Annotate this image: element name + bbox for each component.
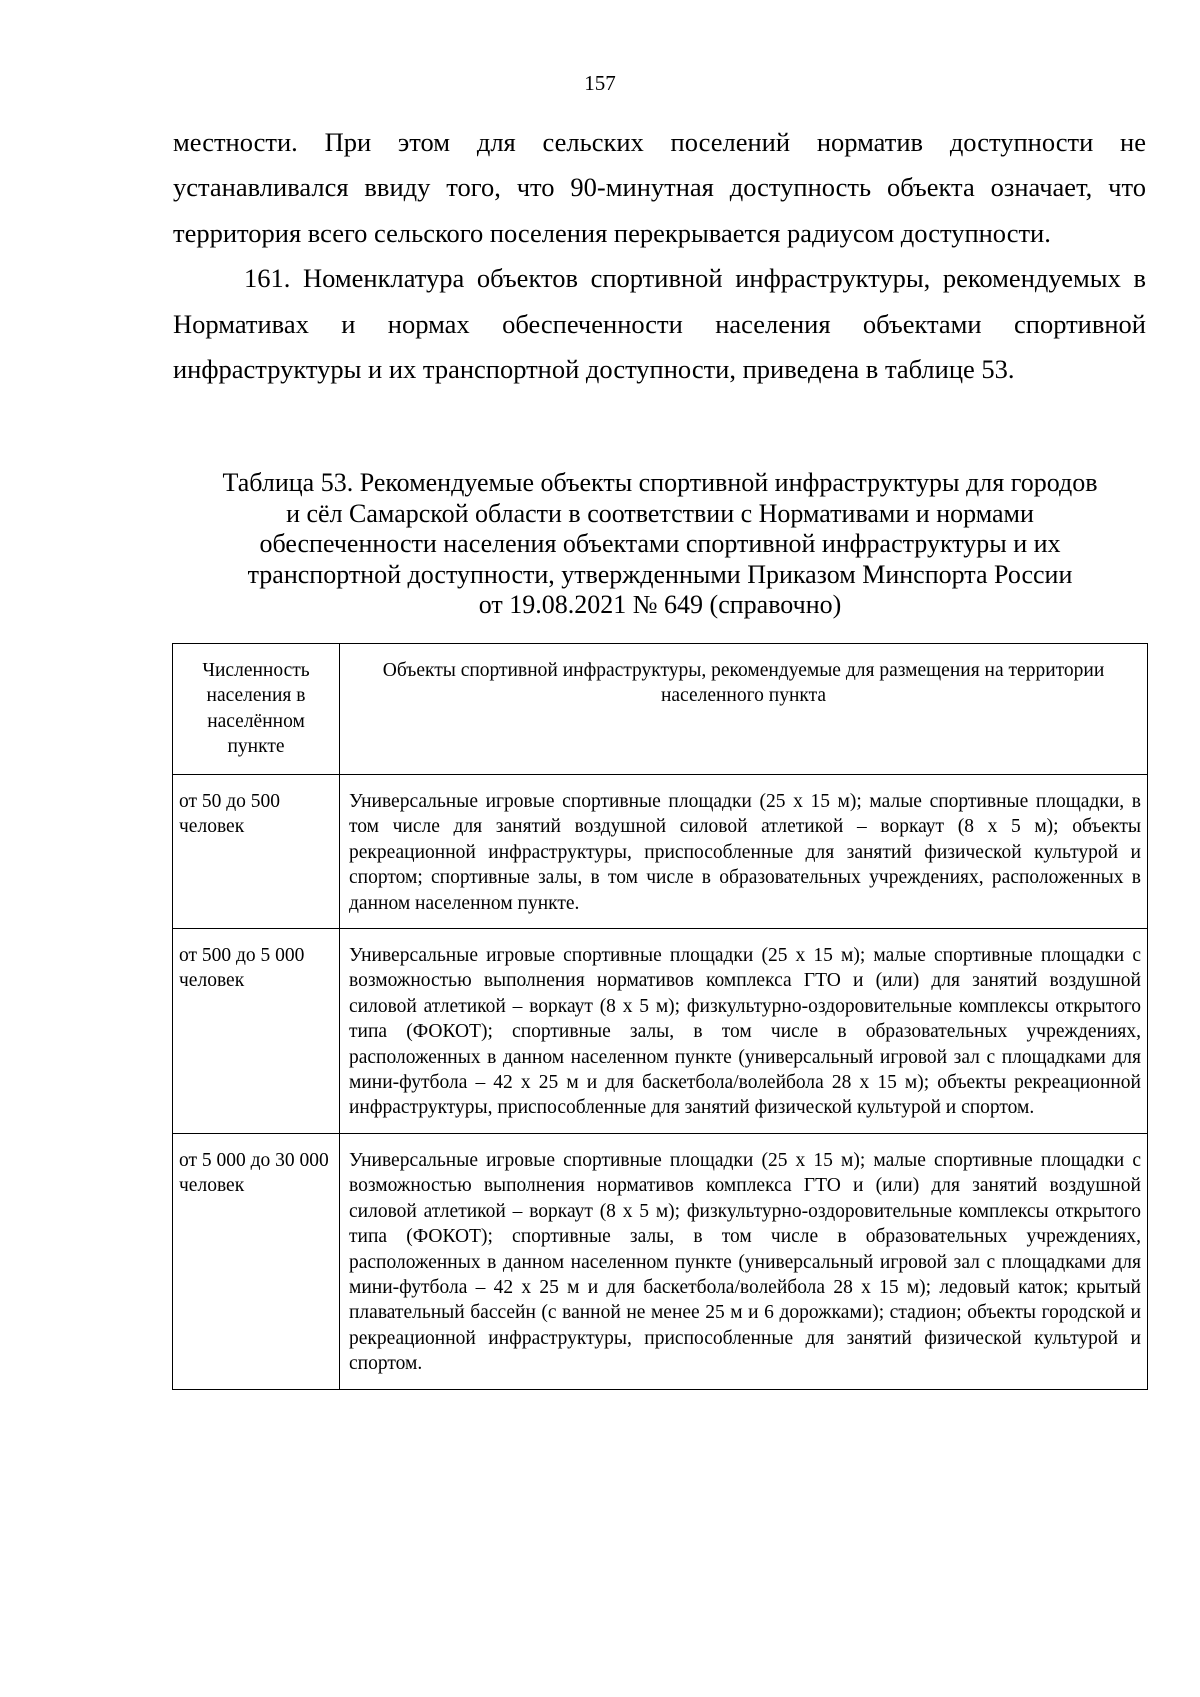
body-text — [173, 120, 1146, 392]
table-row — [173, 929, 1148, 1134]
cell-population: от 500 до 5 000 человек — [173, 929, 340, 1134]
table-row — [173, 775, 1148, 929]
paragraph-continuation: местности. При этом для сельских поселений норматив доступности не устанавливался ввиду того, что 90-минутная доступность объекта означает, что территория всего сельского поселения перекрывается радиусом доступности. — [173, 127, 1146, 248]
sports-infrastructure-table — [172, 643, 1148, 1390]
cell-population: от 5 000 до 30 000 человек — [173, 1133, 340, 1389]
caption-line: обеспеченности населения объектами спортивной инфраструктуры и их — [259, 529, 1061, 559]
table-header-row — [173, 644, 1148, 775]
header-objects: Объекты спортивной инфраструктуры, рекомендуемые для размещения на территории населенного пункта — [340, 644, 1148, 775]
caption-line: от 19.08.2021 № 649 (справочно) — [478, 590, 842, 620]
cell-population: от 50 до 500 человек — [173, 775, 340, 929]
cell-objects: Универсальные игровые спортивные площадки (25 х 15 м); малые спортивные площадки с возможностью выполнения нормативов комплекса ГТО и (или) для занятий воздушной силовой атлетикой – воркаут (8 х 5 м); физкультурно-оздоровительные комплексы открытого типа (ФОКОТ); спортивные залы, в том числе в образовательных учреждениях, расположенных в данном населенном пункте (универсальный игровой зал с площадками для мини-футбола – 42 х 25 м и для баскетбола/волейбола 28 х 15 м); объекты рекреационной инфраструктуры, приспособленные для занятий физической культурой и спортом. — [340, 929, 1148, 1134]
caption-line: и сёл Самарской области в соответствии с Нормативами и нормами — [286, 498, 1034, 528]
page-number: 157 — [584, 71, 616, 95]
table-caption — [160, 468, 1160, 621]
header-population: Численность населения в населённом пункте — [173, 644, 340, 775]
cell-objects: Универсальные игровые спортивные площадки (25 х 15 м); малые спортивные площадки с возможностью выполнения нормативов комплекса ГТО и (или) для занятий воздушной силовой атлетикой – воркаут (8 х 5 м); физкультурно-оздоровительные комплексы открытого типа (ФОКОТ); спортивные залы, в том числе в образовательных учреждениях, расположенных в данном населенном пункте (универсальный игровой зал с площадками для мини-футбола – 42 х 25 м и для баскетбола/волейбола 28 х 15 м); ледовый каток; крытый плавательный бассейн (с ванной не менее 25 м и 6 дорожками); стадион; объекты городской и рекреационной инфраструктуры, приспособленные для занятий физической культурой и спортом. — [340, 1133, 1148, 1389]
caption-line: Таблица 53. Рекомендуемые объекты спортивной инфраструктуры для городов — [222, 468, 1098, 497]
paragraph-161: 161. Номенклатура объектов спортивной инфраструктуры, рекомендуемых в Нормативах и нормах обеспеченности населения объектами спортивной инфраструктуры и их транспортной доступности, приведена в таблице 53. — [173, 263, 1146, 385]
cell-objects: Универсальные игровые спортивные площадки (25 х 15 м); малые спортивные площадки, в том числе для занятий воздушной силовой атлетикой – воркаут (8 х 5 м); объекты рекреационной инфраструктуры, приспособленные для занятий физической культурой и спортом; спортивные залы, в том числе в образовательных учреждениях, расположенных в данном населенном пункте. — [340, 775, 1148, 929]
caption-line: транспортной доступности, утвержденными Приказом Минспорта России — [247, 559, 1073, 589]
table-row — [173, 1133, 1148, 1389]
